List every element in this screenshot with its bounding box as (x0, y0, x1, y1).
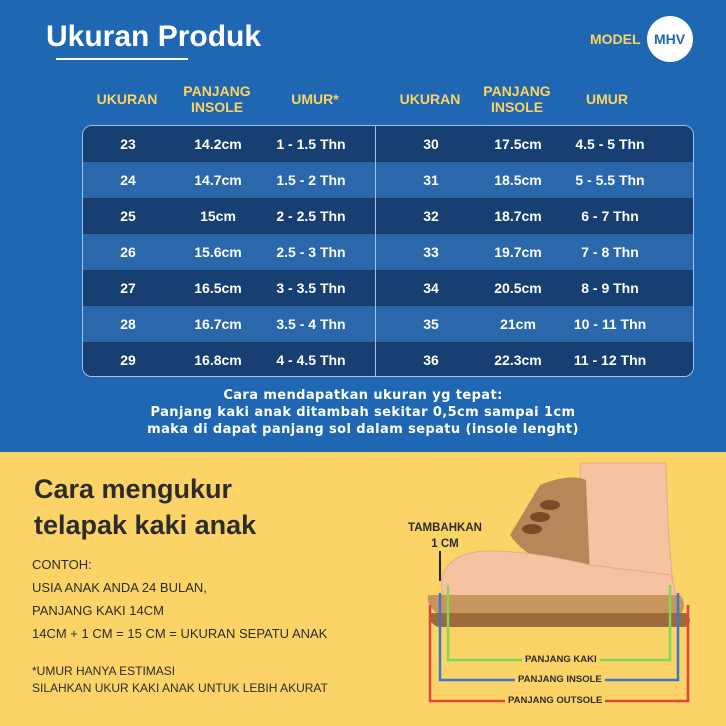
insole-cell: 14.7cm (194, 172, 242, 188)
insole-cell: 19.7cm (494, 244, 542, 260)
insole-cell: 17.5cm (494, 136, 542, 152)
col-header-panjang-line2: INSOLE (490, 99, 544, 115)
note-line-2: Panjang kaki anak ditambah sekitar 0,5cm sampai 1cm (150, 405, 576, 420)
size-cell: 30 (423, 136, 439, 152)
insole-cell: 14.2cm (194, 136, 242, 152)
size-cell: 27 (120, 280, 136, 296)
note-line-3: maka di dapat panjang sol dalam sepatu (insole lenght) (147, 422, 579, 437)
age-cell: 6 - 7 Thn (581, 208, 639, 224)
disclaimer-line-2: SILAHKAN UKUR KAKI ANAK UNTUK LEBIH AKURAT (32, 681, 328, 695)
size-cell: 31 (423, 172, 439, 188)
insole-cell: 15cm (200, 208, 236, 224)
insole-cell: 15.6cm (194, 244, 242, 260)
title-underline (56, 58, 188, 60)
age-cell: 3.5 - 4 Thn (276, 316, 346, 332)
size-cell: 23 (120, 136, 136, 152)
table-row (83, 342, 693, 377)
guide-title-line-2: telapak kaki anak (34, 510, 257, 540)
insole-cell: 16.7cm (194, 316, 242, 332)
age-cell: 2 - 2.5 Thn (276, 208, 346, 224)
legend-outsole: PANJANG OUTSOLE (505, 695, 605, 706)
example-line-2: PANJANG KAKI 14CM (32, 603, 164, 618)
age-cell: 11 - 12 Thn (573, 352, 647, 368)
age-cell: 1 - 1.5 Thn (276, 136, 346, 152)
size-cell: 33 (423, 244, 439, 260)
col-header-umur-left: UMUR* (291, 91, 339, 107)
example-line-3: 14CM + 1 CM = 15 CM = UKURAN SEPATU ANAK (32, 626, 328, 641)
insole-cell: 21cm (500, 316, 536, 332)
insole-cell: 16.5cm (194, 280, 242, 296)
outsole-shape (429, 613, 690, 627)
page-title: Ukuran Produk (46, 20, 262, 53)
age-cell: 5 - 5.5 Thn (575, 172, 645, 188)
size-cell: 24 (120, 172, 136, 188)
note-line-1: Cara mendapatkan ukuran yg tepat: (223, 388, 503, 403)
size-cell: 32 (423, 208, 439, 224)
brand-badge-group (590, 16, 693, 62)
size-cell: 34 (423, 280, 439, 296)
add-label-line-2: 1 CM (431, 538, 459, 550)
table-row (83, 234, 693, 270)
size-cell: 25 (120, 208, 136, 224)
table-row (83, 306, 693, 342)
size-cell: 35 (423, 316, 439, 332)
age-cell: 8 - 9 Thn (581, 280, 639, 296)
col-header-ukuran-right: UKURAN (399, 91, 461, 107)
age-cell: 10 - 11 Thn (573, 316, 647, 332)
table-row (83, 162, 693, 198)
table-row (83, 270, 693, 306)
size-cell: 36 (423, 352, 439, 368)
insole-shape (428, 595, 684, 615)
col-header-panjang-line2: INSOLE (190, 99, 244, 115)
age-cell: 2.5 - 3 Thn (276, 244, 346, 260)
col-header-panjang-line1: PANJANG (483, 83, 551, 99)
brand-label: MODEL (590, 31, 641, 47)
size-cell: 26 (120, 244, 136, 260)
add-label-line-1: TAMBAHKAN (408, 522, 482, 534)
table-row (83, 198, 693, 234)
add-1cm-label (400, 520, 490, 552)
size-cell: 29 (120, 352, 136, 368)
insole-cell: 18.7cm (494, 208, 542, 224)
col-header-umur-right: UMUR (586, 91, 628, 107)
age-cell: 7 - 8 Thn (581, 244, 639, 260)
insole-cell: 18.5cm (494, 172, 542, 188)
insole-cell: 16.8cm (194, 352, 242, 368)
size-table (82, 125, 694, 377)
guide-title-line-1: Cara mengukur (34, 474, 233, 504)
col-header-panjang-left (172, 83, 262, 115)
size-cell: 28 (120, 316, 136, 332)
age-cell: 1.5 - 2 Thn (276, 172, 346, 188)
age-cell: 3 - 3.5 Thn (276, 280, 346, 296)
table-divider (375, 126, 376, 376)
foot-shoe-illustration (380, 455, 726, 726)
col-header-panjang-line1: PANJANG (183, 83, 251, 99)
insole-cell: 22.3cm (494, 352, 542, 368)
insole-cell: 20.5cm (494, 280, 542, 296)
disclaimer-line-1: *UMUR HANYA ESTIMASI (32, 664, 176, 678)
col-header-panjang-right (472, 83, 562, 115)
legend-insole: PANJANG INSOLE (515, 674, 605, 685)
table-row (83, 126, 693, 162)
age-cell: 4.5 - 5 Thn (575, 136, 645, 152)
example-label: CONTOH: (32, 557, 92, 572)
example-line-1: USIA ANAK ANDA 24 BULAN, (32, 580, 207, 595)
age-cell: 4 - 4.5 Thn (276, 352, 346, 368)
legend-kaki: PANJANG KAKI (522, 654, 600, 665)
brand-badge: MHV (647, 16, 693, 62)
col-header-ukuran-left: UKURAN (96, 91, 158, 107)
